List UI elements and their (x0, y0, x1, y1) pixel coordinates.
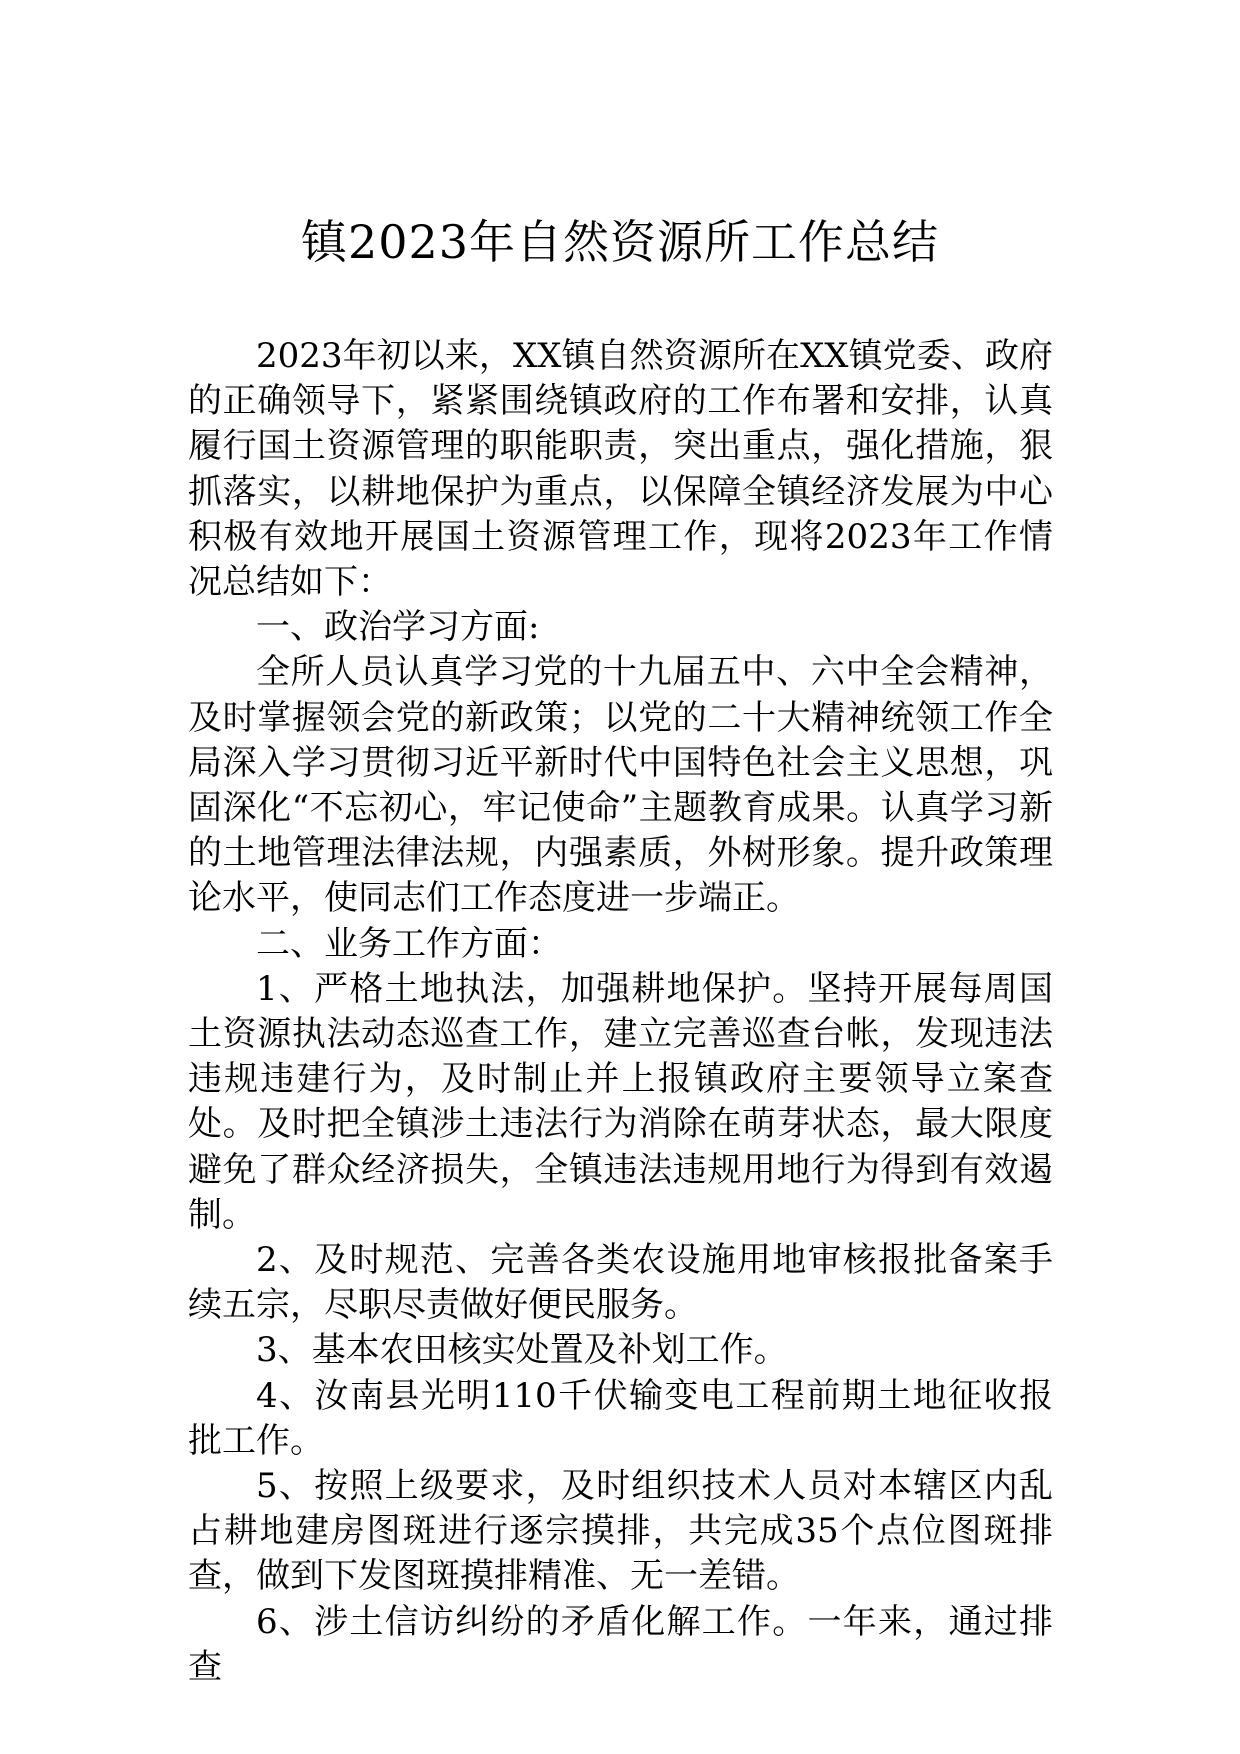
business-item-1: 1、严格土地执法，加强耕地保护。坚持开展每周国土资源执法动态巡查工作，建立完善巡查台帐，发现违法违规违建行为，及时制止并上报镇政府主要领导立案查处。及时把全镇涉土违法行为消除在萌芽状态，最大限度避免了群众经济损失，全镇违法违规用地行为得到有效遏制。 (188, 968, 1053, 1235)
document-title: 镇2023年自然资源所工作总结 (300, 215, 940, 269)
business-item-6: 6、涉土信访纠纷的矛盾化解工作。一年来，通过排查 (188, 1601, 1053, 1687)
business-item-3: 3、基本农田核实处置及补划工作。 (256, 1330, 788, 1371)
business-item-5: 5、按照上级要求，及时组织技术人员对本辖区内乱占耕地建房图斑进行逐宗摸排，共完成35个点位图斑排查，做到下发图斑摸排精准、无一差错。 (188, 1466, 1053, 1597)
political-study-paragraph: 全所人员认真学习党的十九届五中、六中全会精神，及时掌握领会党的新政策；以党的二十大精神统领工作全局深入学习贯彻习近平新时代中国特色社会主义思想，巩固深化“不忘初心，牢记使命”主题教育成果。认真学习新的土地管理法律法规，内强素质，外树形象。提升政策理论水平，使同志们工作态度进一步端正。 (188, 652, 1053, 919)
business-item-2: 2、及时规范、完善各类农设施用地审核报批备案手续五宗，尽职尽责做好便民服务。 (188, 1240, 1053, 1326)
section-heading-political-study: 一、政治学习方面: (256, 607, 540, 648)
section-heading-business-work: 二、业务工作方面： (256, 923, 562, 964)
business-item-4: 4、汝南县光明110千伏输变电工程前期土地征收报批工作。 (188, 1375, 1053, 1461)
intro-paragraph: 2023年初以来，XX镇自然资源所在XX镇党委、政府的正确领导下，紧紧围绕镇政府的工作布署和安排，认真履行国土资源管理的职能职责，突出重点，强化措施，狠抓落实，以耕地保护为重点，以保障全镇经济发展为中心积极有效地开展国土资源管理工作，现将2023年工作情况总结如下： (188, 336, 1053, 603)
document-body (188, 334, 1053, 1690)
